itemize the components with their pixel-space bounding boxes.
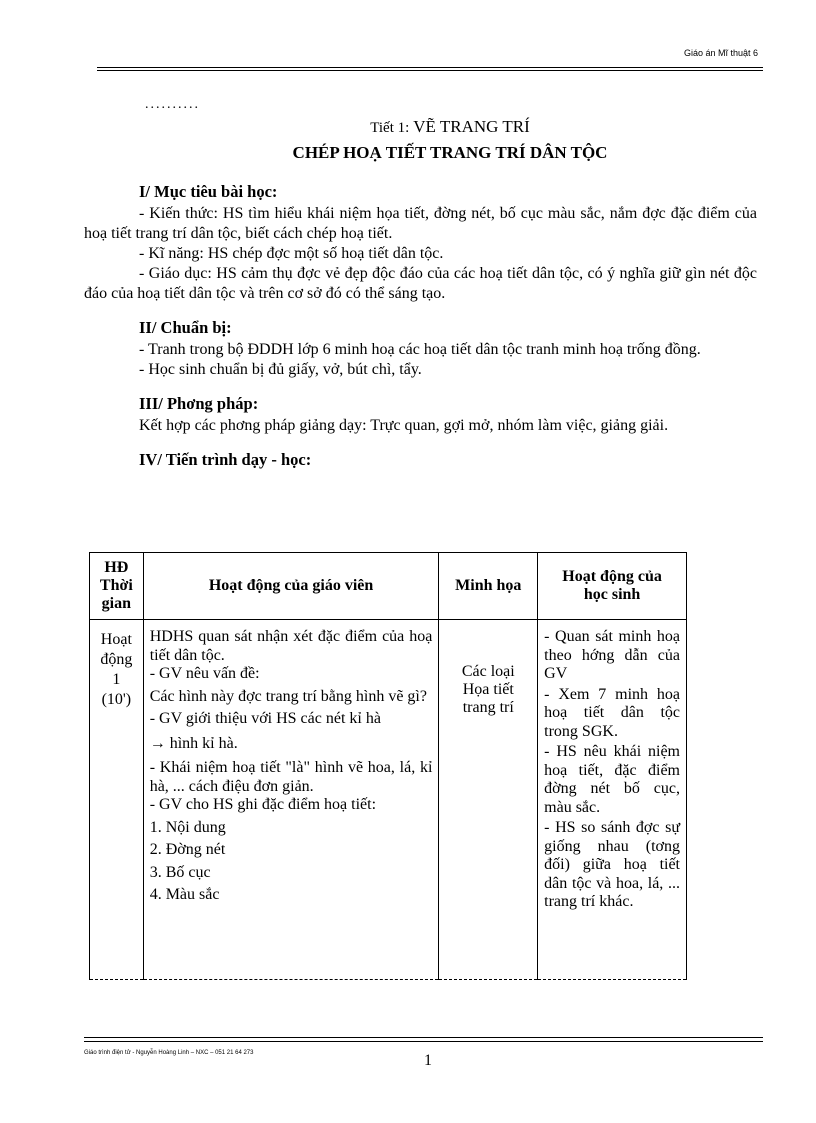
- objective-knowledge: - Kiến thức: HS tìm hiểu khái niệm họa tiết, đờng nét, bố cục màu sắc, nắm đợc đặc điểm của hoạ tiết trang trí dân tộc, biết cách chép hoạ tiết.: [84, 205, 757, 242]
- header-student-activity: Hoạt động của học sinh: [538, 553, 687, 620]
- lesson-content: [84, 182, 757, 472]
- footer-rule-double: [84, 1041, 763, 1042]
- method-text: Kết hợp các phơng pháp giảng dạy: Trực quan, gợi mở, nhóm làm việc, giảng giải.: [139, 417, 669, 434]
- cell-activity-time: Hoạt động 1 (10'): [90, 620, 144, 980]
- cell-teacher-activity: HDHS quan sát nhận xét đặc điểm của hoạ tiết dân tộc. - GV nêu vấn đề: Các hình này đợc trang trí bằng hình vẽ gì? - GV giới thiệu với HS các nét kỉ hà → hình kỉ hà. - Khái niệm hoạ tiết "là" hình vẽ hoa, lá, kỉ hà, ... cách điệu đơn giản. - GV cho HS ghi đặc điểm hoạ tiết: 1. Nội dung 2. Đờng nét 3. Bố cục 4. Màu sắc: [143, 620, 439, 980]
- table-header-row: [90, 553, 687, 620]
- footer-rule: [84, 1037, 763, 1038]
- objective-skill: - Kĩ năng: HS chép đợc một số hoạ tiết dân tộc.: [139, 245, 444, 262]
- preparation-teacher: - Tranh trong bộ ĐDDH lớp 6 minh hoạ các hoạ tiết dân tộc tranh minh hoạ trống đồng.: [139, 341, 701, 358]
- lesson-prefix: Tiết 1:: [370, 120, 410, 136]
- section-heading-preparation: II/ Chuẩn bị:: [139, 318, 232, 337]
- header-teacher-activity: Hoạt động của giáo viên: [143, 553, 439, 620]
- footer-text: Giáo trình điện tử - Nguyễn Hoàng Linh – NXC – 051 21 64 273: [84, 1050, 254, 1056]
- lesson-line: [0, 117, 816, 137]
- preparation-student: - Học sinh chuẩn bị đủ giấy, vở, bút chì, tẩy.: [139, 361, 422, 378]
- lesson-topic: VẼ TRANG TRÍ: [413, 117, 530, 136]
- page-number: 1: [424, 1052, 432, 1069]
- header-illustration: Minh họa: [439, 553, 538, 620]
- objective-education: - Giáo dục: HS cảm thụ đợc vẻ đẹp độc đáo của các hoạ tiết dân tộc, có ý nghĩa giữ gìn nét độc đáo của hoạ tiết dân tộc và trên cơ sở đó có thể sáng tạo.: [84, 265, 757, 302]
- header-rule: [97, 67, 763, 68]
- section-heading-method: III/ Phơng pháp:: [139, 394, 259, 413]
- lesson-table: [89, 552, 687, 980]
- section-heading-procedure: IV/ Tiến trình dạy - học:: [139, 450, 312, 469]
- section-heading-objectives: I/ Mục tiêu bài học:: [139, 182, 278, 201]
- header-text: Giáo án Mĩ thuật 6: [683, 48, 758, 58]
- cell-illustration: Các loại Họa tiết trang trí: [439, 620, 538, 980]
- table-row: [90, 620, 687, 980]
- header-time: HĐ Thời gian: [90, 553, 144, 620]
- header-rule-double: [97, 70, 763, 71]
- cell-student-activity: - Quan sát minh hoạ theo hớng dẫn của GV - Xem 7 minh hoạ hoạ tiết dân tộc trong SGK. - HS nêu khái niệm hoạ tiết, đặc điểm đờng nét bố cục, màu sắc. - HS so sánh đợc sự giống nhau (tơng đối) giữa hoạ tiết dân tộc và hoa, lá, ... trang trí khác.: [538, 620, 687, 980]
- dots-placeholder: ..........: [145, 97, 200, 112]
- lesson-title: CHÉP HOẠ TIẾT TRANG TRÍ DÂN TỘC: [292, 143, 608, 162]
